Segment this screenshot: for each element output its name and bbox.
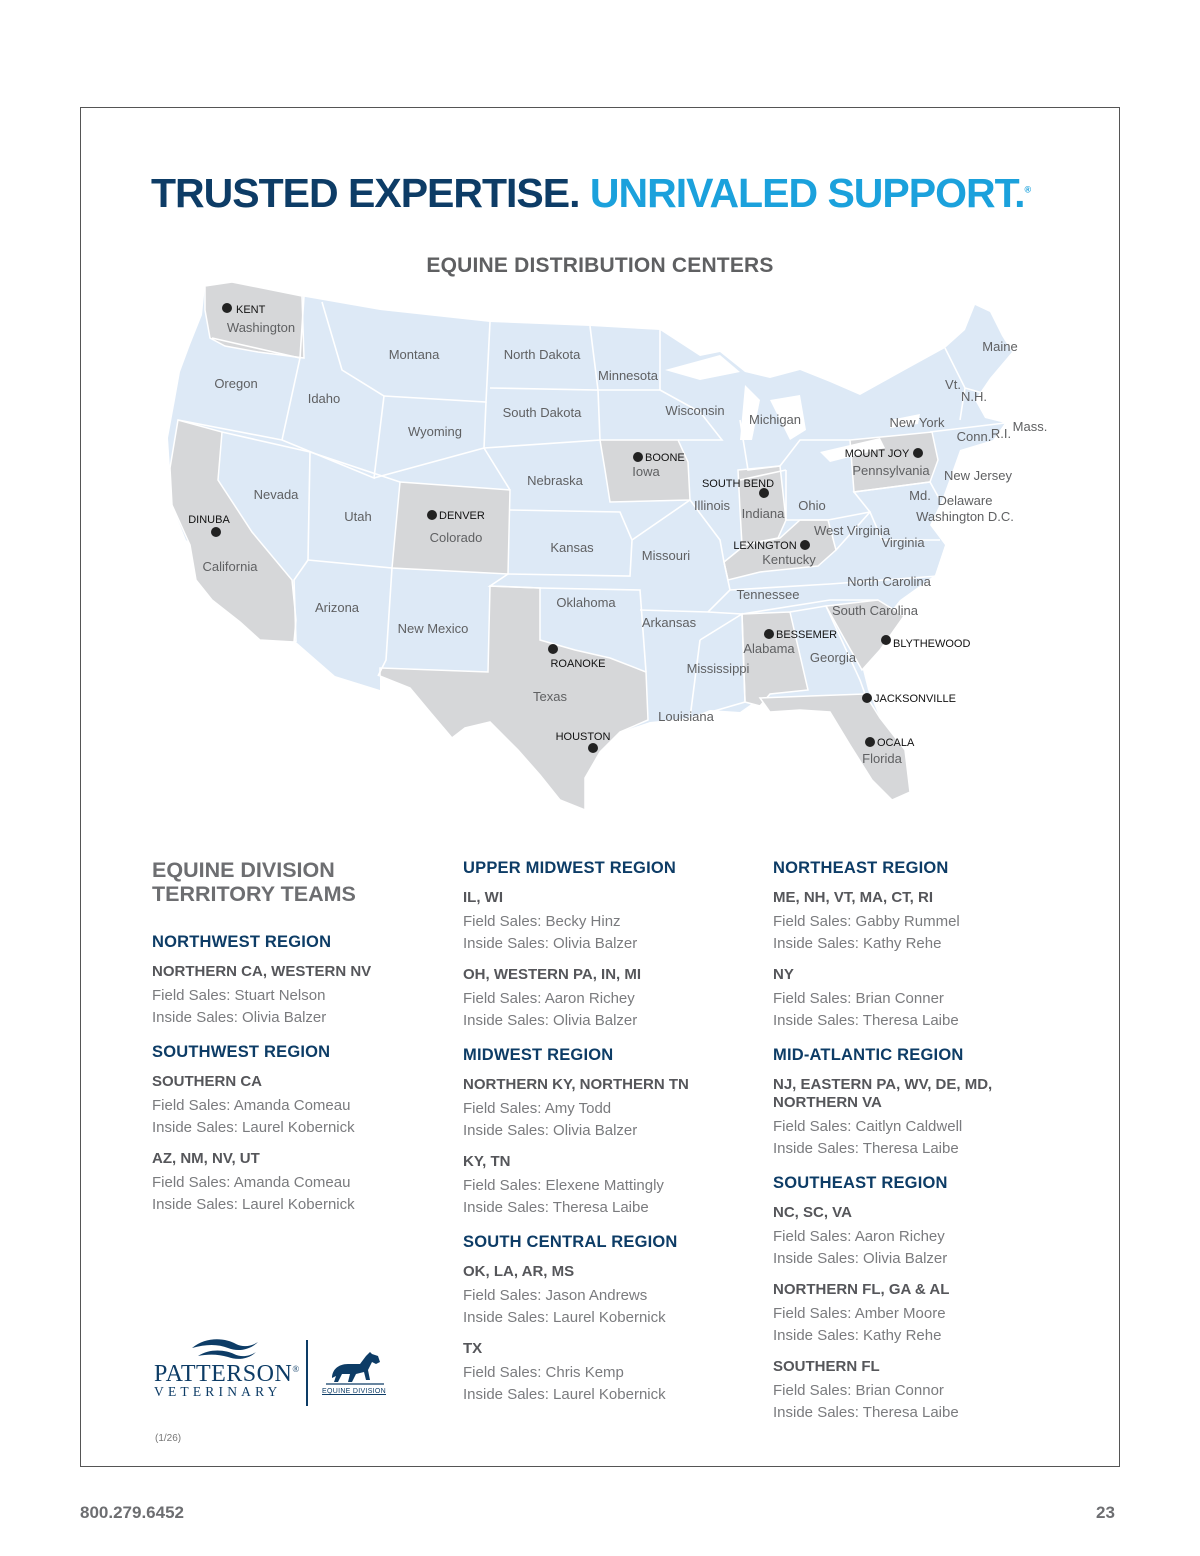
region-title: MID-ATLANTIC REGION <box>773 1046 964 1064</box>
state-label: Vt. <box>945 377 961 392</box>
state-label: North Dakota <box>503 347 581 362</box>
territory-title-line1: EQUINE DIVISION <box>152 858 335 882</box>
area-entry <box>463 889 753 954</box>
state-label: Texas <box>533 689 567 704</box>
inside-sales: Inside Sales: Olivia Balzer <box>463 934 638 952</box>
state-label: R.I. <box>990 426 1012 441</box>
field-sales: Field Sales: Chris Kemp <box>463 1364 624 1381</box>
state-label: Nebraska <box>527 473 583 488</box>
field-sales: Field Sales: Jason Andrews <box>463 1287 648 1304</box>
state-label: Md. <box>909 488 931 503</box>
field-sales: Field Sales: Stuart Nelson <box>152 987 326 1004</box>
state-label: West Virginia <box>813 523 891 538</box>
inside-sales: Inside Sales: Kathy Rehe <box>773 1326 942 1344</box>
state-label: Washington <box>226 320 296 335</box>
state-label: New York <box>889 415 945 430</box>
distribution-center-label: HOUSTON <box>555 731 611 743</box>
region-title: SOUTHEAST REGION <box>773 1174 948 1192</box>
area-name: NY <box>773 966 794 983</box>
horse-icon <box>326 1348 384 1388</box>
inside-sales: Inside Sales: Olivia Balzer <box>463 1121 638 1139</box>
area-name: SOUTHERN FL <box>773 1358 880 1375</box>
page-number: 23 <box>1096 1503 1115 1522</box>
state-label: Delaware <box>937 493 993 508</box>
distribution-center-label: OCALA <box>877 737 915 749</box>
inside-sales: Inside Sales: Laurel Kobernick <box>463 1385 666 1403</box>
area-name: KY, TN <box>463 1153 511 1170</box>
area-entry <box>463 966 753 1031</box>
state-label: Mississippi <box>686 661 750 676</box>
inside-sales: Inside Sales: Laurel Kobernick <box>152 1195 355 1213</box>
field-sales: Field Sales: Amy Todd <box>463 1100 612 1117</box>
area-entry <box>152 1073 442 1138</box>
state-label: Arizona <box>314 600 360 615</box>
distribution-center-marker <box>633 452 643 462</box>
region-title: SOUTH CENTRAL REGION <box>463 1233 678 1251</box>
area-name: OK, LA, AR, MS <box>463 1263 575 1280</box>
area-name: AZ, NM, NV, UT <box>152 1150 260 1167</box>
region-midwest <box>463 1045 753 1218</box>
region-title: NORTHEAST REGION <box>773 859 949 877</box>
distribution-center-label: DINUBA <box>188 514 230 526</box>
inside-sales: Inside Sales: Kathy Rehe <box>773 934 942 952</box>
state-label: New Jersey <box>944 468 1012 483</box>
distribution-center-marker <box>800 540 810 550</box>
distribution-center-label: JACKSONVILLE <box>874 693 956 705</box>
region-upper-midwest <box>463 858 753 1031</box>
area-name: NORTHERN FL, GA & AL <box>773 1281 950 1298</box>
area-name: NORTHERN KY, NORTHERN TN <box>463 1076 689 1093</box>
headline-part1: TRUSTED EXPERTISE. <box>151 170 580 216</box>
area-name: ME, NH, VT, MA, CT, RI <box>773 889 934 906</box>
state-label: Montana <box>388 347 440 362</box>
state-label: Georgia <box>809 650 857 665</box>
area-entry <box>463 1153 753 1218</box>
column-middle <box>463 858 753 1419</box>
state-label: Virginia <box>881 535 925 550</box>
area-entry <box>773 889 1063 954</box>
area-name: SOUTHERN CA <box>152 1073 263 1090</box>
distribution-center-label: BLYTHEWOOD <box>893 638 971 650</box>
field-sales: Field Sales: Amber Moore <box>773 1305 946 1322</box>
state-label: Wisconsin <box>665 403 725 418</box>
area-entry <box>152 963 442 1028</box>
area-name: IL, WI <box>463 889 503 906</box>
state-label: N.H. <box>961 389 987 404</box>
region-title: UPPER MIDWEST REGION <box>463 859 677 877</box>
brand-name: PATTERSON® <box>154 1361 300 1387</box>
distribution-center-marker <box>865 737 875 747</box>
state-label: Pennsylvania <box>852 463 930 478</box>
territory-title-line2: TERRITORY TEAMS <box>152 882 356 906</box>
state-label: Kansas <box>550 540 594 555</box>
state-label: Iowa <box>632 464 660 479</box>
region-mid-atlantic <box>773 1045 1063 1159</box>
state-label: Idaho <box>307 391 341 406</box>
state-label: Florida <box>862 751 902 766</box>
area-name: NC, SC, VA <box>773 1204 852 1221</box>
state-label: Mass. <box>1012 419 1048 434</box>
region-title: MIDWEST REGION <box>463 1046 614 1064</box>
patterson-logo <box>152 1334 402 1410</box>
distribution-center-label: LEXINGTON <box>733 540 797 552</box>
inside-sales: Inside Sales: Laurel Kobernick <box>463 1308 666 1326</box>
distribution-center-marker <box>588 743 598 753</box>
field-sales: Field Sales: Caitlyn Caldwell <box>773 1118 963 1135</box>
footer-phone: 800.279.6452 <box>80 1503 184 1522</box>
state-label: Alabama <box>743 641 795 656</box>
state-label: Minnesota <box>598 368 658 383</box>
state-label: Missouri <box>641 548 691 563</box>
field-sales: Field Sales: Becky Hinz <box>463 913 621 930</box>
region-southeast <box>773 1173 1063 1423</box>
area-entry <box>773 1358 1063 1423</box>
area-entry <box>773 1076 1063 1159</box>
area-name: TX <box>463 1340 483 1357</box>
state-label: Oregon <box>214 376 258 391</box>
area-entry <box>152 1150 442 1215</box>
field-sales: Field Sales: Amanda Comeau <box>152 1097 351 1114</box>
region-northwest <box>152 932 442 1028</box>
distribution-center-label: BOONE <box>645 452 685 464</box>
distribution-center-marker <box>862 693 872 703</box>
distribution-center-marker <box>211 527 221 537</box>
area-entry <box>463 1076 753 1141</box>
state-label: Illinois <box>693 498 731 513</box>
distribution-center-label: BESSEMER <box>776 629 838 641</box>
region-title: NORTHWEST REGION <box>152 933 332 951</box>
distribution-center-marker <box>881 635 891 645</box>
region-southwest <box>152 1042 442 1215</box>
state-label: Tennessee <box>736 587 800 602</box>
field-sales: Field Sales: Brian Connor <box>773 1382 944 1399</box>
state-label: Colorado <box>429 530 483 545</box>
inside-sales: Inside Sales: Olivia Balzer <box>463 1011 638 1029</box>
distribution-center-marker <box>913 448 923 458</box>
headline-part2: UNRIVALED SUPPORT. <box>589 170 1025 216</box>
patterson-swoosh-icon <box>188 1334 260 1360</box>
column-left <box>152 858 442 1229</box>
state-label: California <box>202 559 258 574</box>
inside-sales: Inside Sales: Theresa Laibe <box>773 1403 959 1421</box>
state-label: North Carolina <box>847 574 931 589</box>
distribution-center-label: ROANOKE <box>550 658 606 670</box>
inside-sales: Inside Sales: Theresa Laibe <box>773 1139 959 1157</box>
state-label: Indiana <box>741 506 785 521</box>
area-entry <box>773 1281 1063 1346</box>
distribution-center-label: KENT <box>236 304 266 316</box>
area-name: NORTHERN CA, WESTERN NV <box>152 963 372 980</box>
state-label: Conn. <box>956 429 992 444</box>
state-label: South Dakota <box>502 405 582 420</box>
region-title: SOUTHWEST REGION <box>152 1043 331 1061</box>
inside-sales: Inside Sales: Olivia Balzer <box>773 1249 948 1267</box>
state-label: Maine <box>982 339 1018 354</box>
state-label: Wyoming <box>407 424 463 439</box>
field-sales: Field Sales: Brian Conner <box>773 990 944 1007</box>
distribution-center-marker <box>427 510 437 520</box>
inside-sales: Inside Sales: Theresa Laibe <box>773 1011 959 1029</box>
state-label: Arkansas <box>641 615 697 630</box>
area-name: NJ, EASTERN PA, WV, DE, MD, NORTHERN VA <box>773 1076 993 1111</box>
region-northeast <box>773 858 1063 1031</box>
territory-title <box>152 858 442 906</box>
area-entry <box>463 1340 753 1405</box>
inside-sales: Inside Sales: Theresa Laibe <box>463 1198 649 1216</box>
state-label: Ohio <box>798 498 826 513</box>
state-label: New Mexico <box>397 621 469 636</box>
area-entry <box>773 1204 1063 1269</box>
inside-sales: Inside Sales: Olivia Balzer <box>152 1008 327 1026</box>
footnote: (1/26) <box>155 1433 182 1444</box>
state-label: South Carolina <box>832 603 918 618</box>
state-label: Utah <box>344 509 372 524</box>
brand-subname: VETERINARY <box>154 1384 282 1399</box>
state-label: Nevada <box>253 487 299 502</box>
area-name: OH, WESTERN PA, IN, MI <box>463 966 642 983</box>
distribution-center-label: SOUTH BEND <box>701 478 775 490</box>
distribution-center-marker <box>548 644 558 654</box>
logo-divider <box>306 1340 308 1406</box>
area-entry <box>773 966 1063 1031</box>
distribution-center-marker <box>222 303 232 313</box>
state-label: Oklahoma <box>556 595 616 610</box>
state-label: Louisiana <box>658 709 714 724</box>
distribution-center-marker <box>764 629 774 639</box>
field-sales: Field Sales: Amanda Comeau <box>152 1174 351 1191</box>
state-label: Washington D.C. <box>916 509 1014 524</box>
state-label: Michigan <box>748 412 802 427</box>
map-title: EQUINE DISTRIBUTION CENTERS <box>426 254 774 277</box>
registered-mark: ® <box>1024 184 1031 195</box>
distribution-center-label: MOUNT JOY <box>844 448 910 460</box>
field-sales: Field Sales: Gabby Rummel <box>773 913 960 930</box>
region-south-central <box>463 1232 753 1405</box>
state-label: Kentucky <box>762 552 816 567</box>
field-sales: Field Sales: Aaron Richey <box>773 1228 945 1245</box>
division-name: EQUINE DIVISION <box>322 1388 387 1395</box>
field-sales: Field Sales: Elexene Mattingly <box>463 1177 664 1194</box>
field-sales: Field Sales: Aaron Richey <box>463 990 635 1007</box>
column-right <box>773 858 1063 1437</box>
distribution-center-label: DENVER <box>439 510 485 522</box>
area-entry <box>463 1263 753 1328</box>
inside-sales: Inside Sales: Laurel Kobernick <box>152 1118 355 1136</box>
